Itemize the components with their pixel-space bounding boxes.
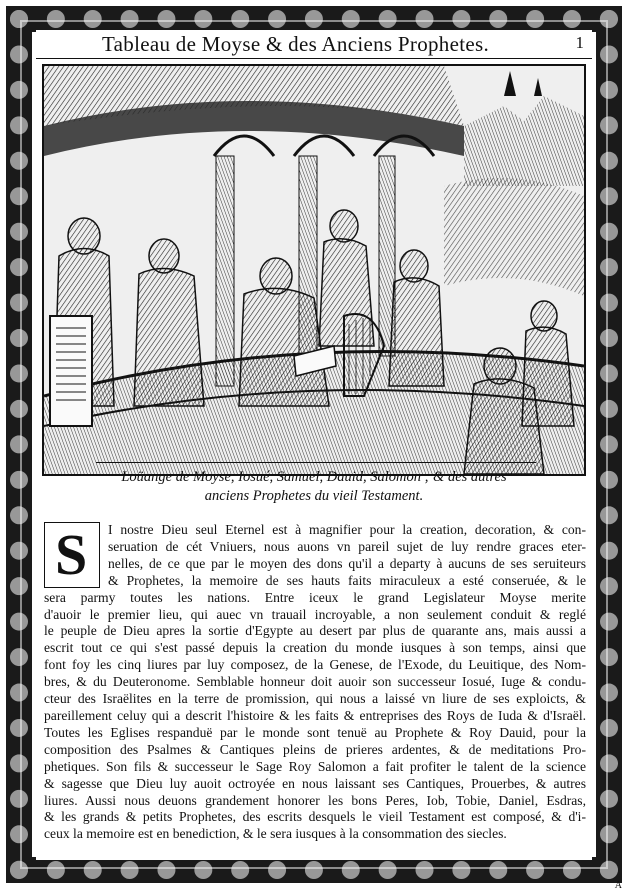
body-line: Toutes les Eglises respanduë par le monde sont tenuë au Prophete & Roy Dauid, pour la bbox=[44, 724, 586, 740]
body-line: cteur des Israëlites en la terre de promission, qui nous a laissé vn liure de ses exploicts, & bbox=[44, 691, 586, 707]
body-line: & Prophetes, la memoire de ses hauts faits miraculeux a esté conseruée, & le bbox=[108, 572, 586, 588]
caption-line-2: anciens Prophetes du vieil Testament. bbox=[204, 488, 424, 504]
body-line: phetiques. Son fils & successeur le Sage Roy Salomon a fait profiter le talent de la science bbox=[44, 758, 586, 774]
drop-cap-letter: S bbox=[55, 522, 88, 587]
signature-mark: A bbox=[614, 880, 622, 891]
body-line: composition des Psalmes & Cantiques pleins de prieres ardentes, & de meditations Pro- bbox=[44, 741, 586, 757]
body-line: bres, & du Deuteronome. Semblable honneur doit auoir son successeur Iosué, Iuge & condu- bbox=[44, 674, 586, 690]
body-line: nelles, de ce que par le moyen des dons qu'il a departy à aucuns de ses seruiteurs bbox=[108, 555, 586, 571]
running-header bbox=[36, 30, 592, 59]
caption-rule bbox=[96, 462, 536, 463]
woodcut-illustration bbox=[42, 64, 586, 476]
illustration-caption bbox=[50, 468, 578, 506]
body-line: pareillement celuy qui a descrit l'histoire & les faits & entreprises des Roys de Iuda & d'Israël. bbox=[44, 707, 586, 723]
body-line: le peuple de Dieu apres la sortie d'Egypte au desert par plus de quarante ans, mais aussi a bbox=[44, 623, 586, 639]
body-line: liures. Aussi nous deuons grandement honorer les bons Peres, Iob, Tobie, Daniel, Esdras, bbox=[44, 792, 586, 808]
page-content bbox=[36, 30, 592, 860]
body-line: I nostre Dieu seul Eternel est à magnifier pour la creation, decoration, & con- bbox=[108, 522, 586, 537]
woodcut-scene bbox=[44, 66, 584, 474]
body-line: ceux la memoire est en benediction, & le sera iusques à la consommation des siecles. bbox=[44, 826, 507, 842]
page-number: 1 bbox=[575, 33, 584, 52]
body-text bbox=[44, 522, 586, 843]
body-line: d'auoir le premier lieu, qui auec vn trauail incroyable, a non seulement conduit & reglé bbox=[44, 606, 586, 622]
body-line: escrit tout ce qui s'est passé depuis la creation du monde iusques à son temps, ainsi que bbox=[44, 640, 586, 656]
body-line: font foy les cinq liures par luy composez, de la Genese, de l'Exode, du Leuitique, des Nom- bbox=[44, 657, 586, 673]
body-line: & sagesse que Dieu luy auoit octroyée en nous laissant ses Cantiques, Prouerbes, & autres bbox=[44, 775, 586, 791]
caption-line-1: Loüange de Moyse, Iosué, Samuel, Dauid, Salomon ; & des autres bbox=[121, 469, 507, 485]
body-line: seruation de cét Vniuers, nous auons vn pareil sujet de luy rendre graces eter- bbox=[108, 538, 586, 554]
body-line: & les grands & petits Prophetes, des escrits desquels le vieil Testament est composé, & d'i- bbox=[44, 809, 586, 825]
body-line: sera parmy toutes les nations. Entre iceux le grand Legislateur Moyse merite bbox=[44, 589, 586, 605]
page-title: Tableau de Moyse & des Anciens Prophetes. bbox=[102, 32, 489, 56]
drop-cap bbox=[44, 522, 100, 588]
